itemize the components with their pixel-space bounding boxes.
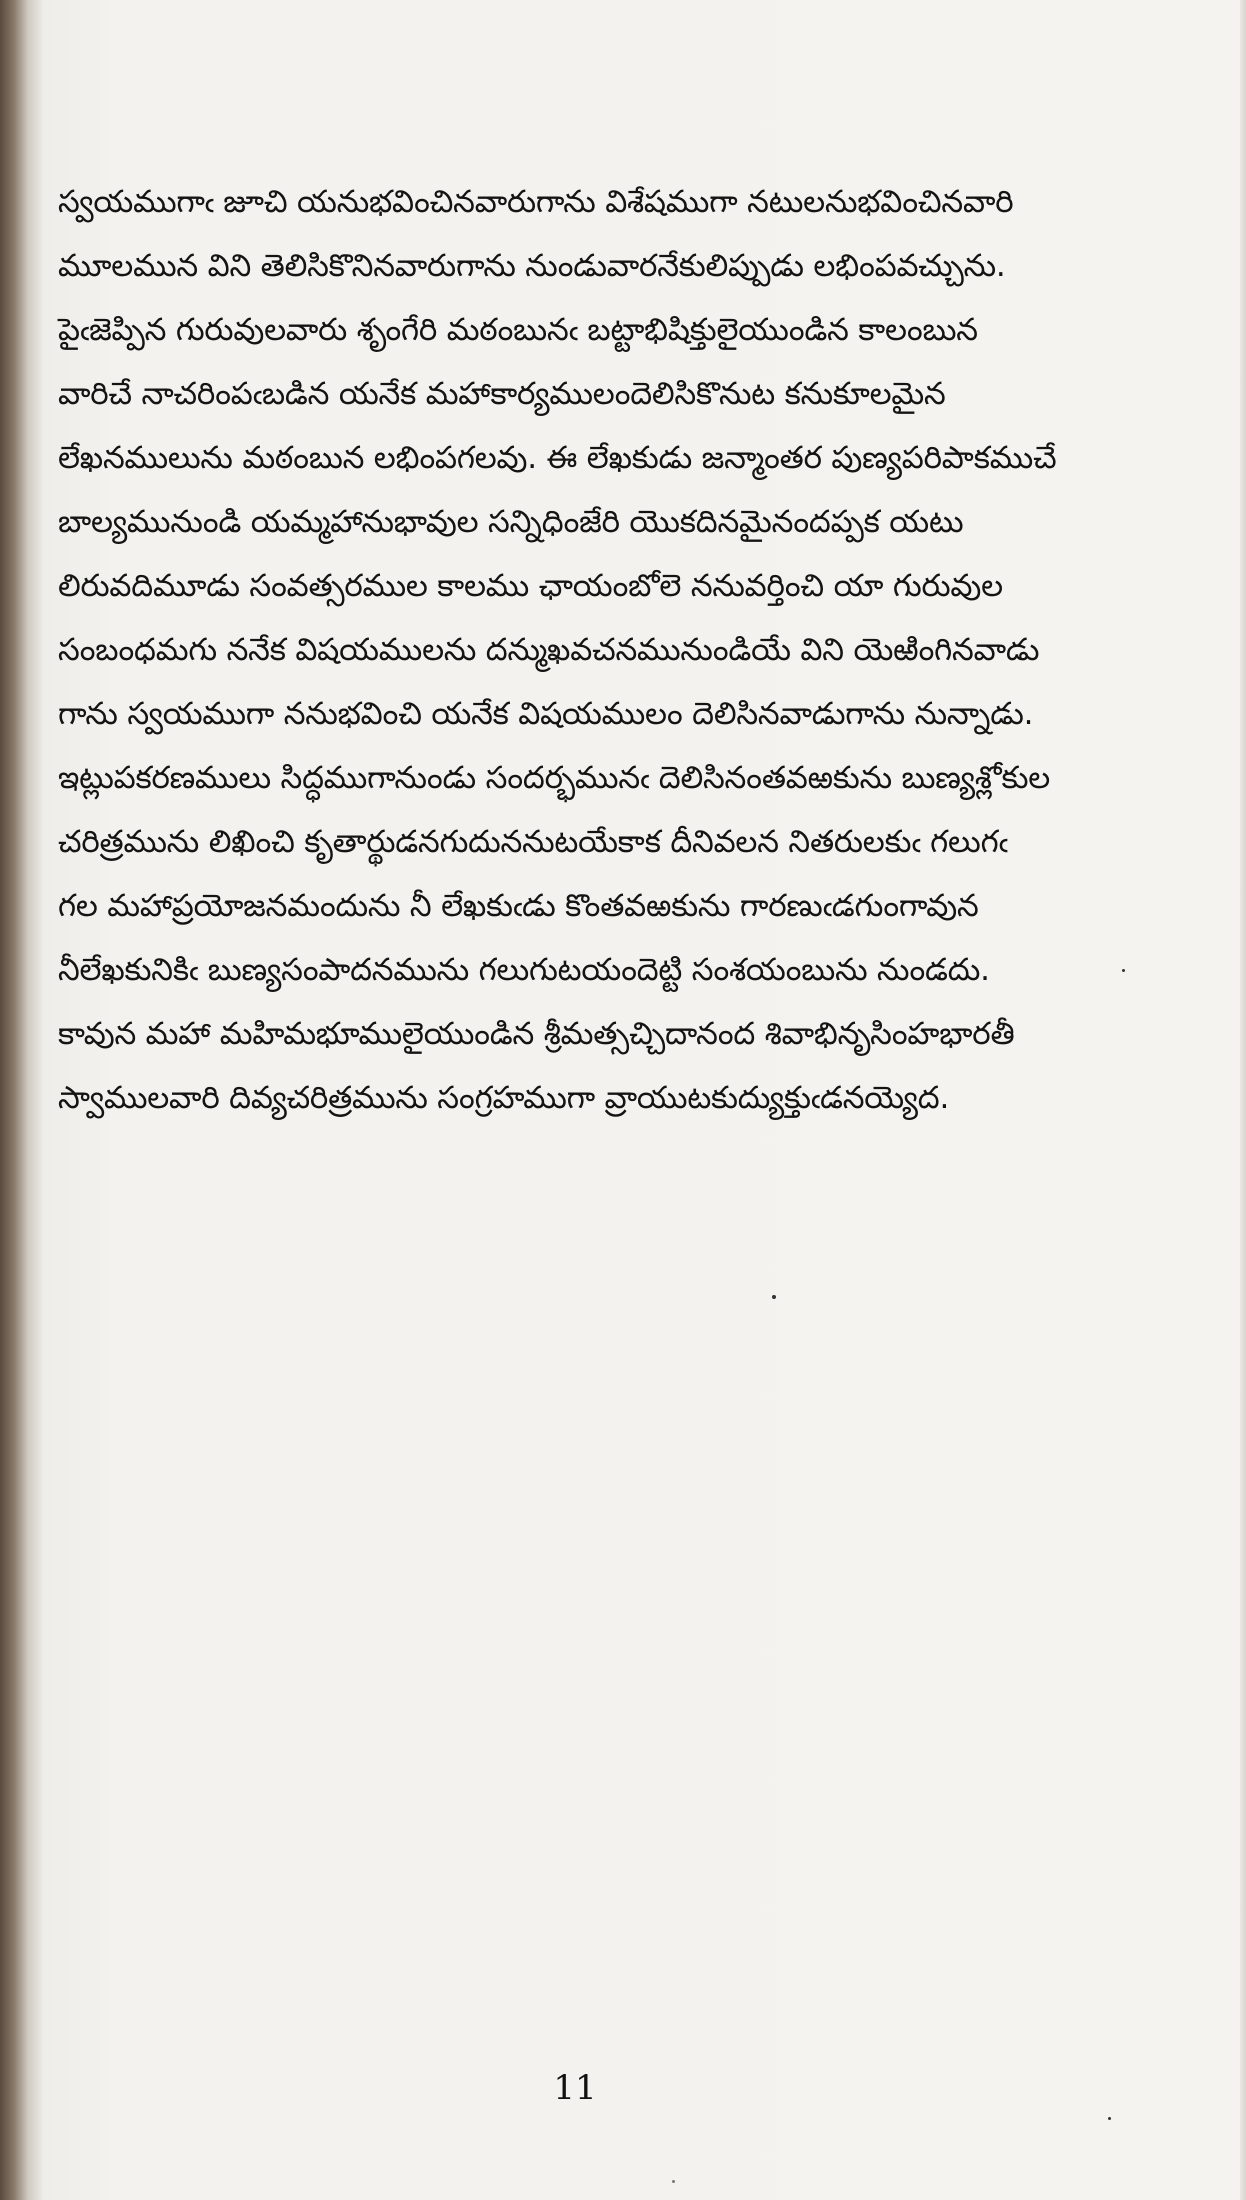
ink-speck [672, 2180, 675, 2183]
body-text [58, 170, 1113, 1130]
text-line: మూలమున విని తెలిసికొనినవారుగాను నుండువారనేకులిప్పుడు లభింపవచ్చును. [58, 248, 1006, 284]
text-line: నీలేఖకునికిఁ బుణ్యసంపాదనమును గలుగుటయందెట్టి సంశయంబును నుండదు. [58, 952, 990, 988]
text-line: స్వాములవారి దివ్యచరిత్రమును సంగ్రహముగా వ్రాయుటకుద్యుక్తుఁడనయ్యెద. [58, 1080, 950, 1116]
text-line: ఇట్లుపకరణములు సిద్ధముగానుండు సందర్భమునఁ దెలిసినంతవఱకును బుణ్యశ్లోకుల [58, 760, 1051, 796]
ink-speck [772, 1295, 776, 1299]
text-line: కావున మహా మహిమభూములైయుండిన శ్రీమత్సచ్చిదానంద శివాభినృసింహభారతీ [58, 1016, 1015, 1052]
text-line: బాల్యమునుండి యమ్మహానుభావుల సన్నిధింజేరి యొకదినమైనందప్పక యటు [58, 504, 964, 540]
text-line: గాను స్వయముగా ననుభవించి యనేక విషయములం దెలిసినవాడుగాను నున్నాడు. [58, 696, 1034, 732]
page-edge [1240, 0, 1246, 2200]
text-line: లేఖనములును మఠంబున లభింపగలవు. ఈ లేఖకుడు జన్మాంతర పుణ్యపరిపాకముచే [58, 440, 1057, 476]
text-line: స్వయముగాఁ జూచి యనుభవించినవారుగాను విశేషముగా నటులనుభవించినవారి [58, 184, 1014, 220]
ink-speck [1122, 969, 1125, 972]
text-line: చరిత్రమును లిఖించి కృతార్థుడనగుదుననుటయేకాక దీనివలన నితరులకుఁ గలుగఁ [58, 824, 1008, 860]
text-line: సంబంధమగు ననేక విషయములను దన్ముఖవచనమునుండియే విని యెఱింగినవాడు [58, 632, 1040, 668]
text-line: పైఁజెప్పిన గురువులవారు శృంగేరి మఠంబునఁ బట్టాభిషిక్తులైయుండిన కాలంబున [58, 312, 978, 348]
text-line: లిరువదిమూడు సంవత్సరముల కాలము ఛాయంబోలె ననువర్తించి యా గురువుల [58, 568, 1003, 604]
text-line: వారిచే నాచరింపఁబడిన యనేక మహాకార్యములందెలిసికొనుట కనుకూలమైన [58, 376, 946, 412]
ink-speck [1108, 2117, 1111, 2120]
text-line: గల మహాప్రయోజనమందును నీ లేఖకుఁడు కొంతవఱకును గారణుఁడగుంగావున [58, 888, 979, 924]
page-number: 11 [553, 2068, 597, 2108]
